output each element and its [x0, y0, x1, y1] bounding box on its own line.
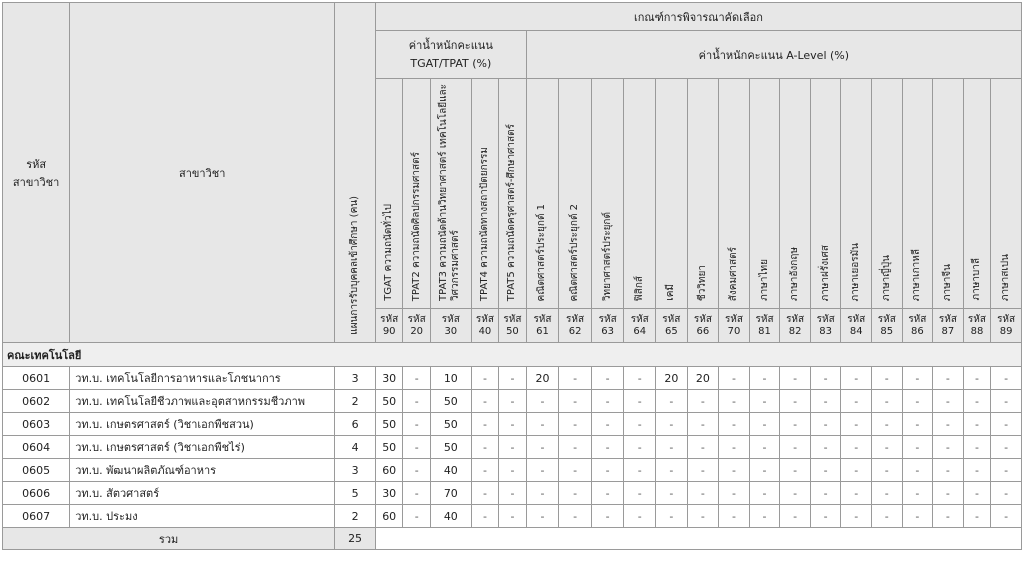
subject-header: [963, 79, 991, 309]
subject-code-prefix: รหัส: [847, 313, 866, 325]
subject-name: ภาษาบาลี: [970, 258, 982, 301]
weight-cell: -: [810, 367, 841, 390]
weight-cell: -: [403, 367, 431, 390]
weight-cell: -: [933, 459, 964, 482]
weight-cell: -: [559, 459, 592, 482]
weight-cell: -: [963, 482, 991, 505]
subject-code-cell: [902, 309, 933, 343]
program-name: วท.บ. เกษตรศาสตร์ (วิชาเอกพืชไร่): [70, 436, 335, 459]
weight-cell: -: [872, 436, 903, 459]
subject-code: 20: [410, 325, 424, 337]
weight-cell: -: [591, 367, 624, 390]
subject-code-cell: [872, 309, 903, 343]
weight-cell: -: [841, 436, 872, 459]
subject-code-prefix: รหัส: [598, 313, 617, 325]
weight-cell: -: [719, 436, 750, 459]
subject-code: 89: [999, 325, 1013, 337]
subject-code-prefix: รหัส: [566, 313, 585, 325]
subject-code: 61: [536, 325, 549, 337]
subject-code: 40: [478, 325, 492, 337]
program-quota: 2: [335, 505, 376, 528]
weight-cell: -: [933, 505, 964, 528]
table-row: [3, 367, 1022, 390]
subject-name: TPAT2 ความถนัดศิลปกรรมศาสตร์: [410, 151, 422, 301]
weight-cell: -: [963, 459, 991, 482]
weight-cell: -: [902, 459, 933, 482]
weight-cell: -: [591, 459, 624, 482]
weight-cell: -: [810, 436, 841, 459]
weight-cell: -: [526, 505, 559, 528]
subject-code-prefix: รหัส: [662, 313, 681, 325]
weight-cell: -: [471, 390, 499, 413]
weight-cell: -: [872, 367, 903, 390]
subject-header: [656, 79, 688, 309]
subject-code-prefix: รหัส: [755, 313, 774, 325]
weight-cell: 30: [375, 367, 403, 390]
subject-code-cell: [963, 309, 991, 343]
subject-code-cell: [749, 309, 780, 343]
weight-cell: -: [559, 436, 592, 459]
total-value: 25: [335, 528, 376, 550]
weight-cell: -: [471, 367, 499, 390]
program-code: 0601: [3, 367, 70, 390]
weight-cell: -: [991, 413, 1022, 436]
subject-code-cell: [403, 309, 431, 343]
header-program-name-label: สาขาวิชา: [179, 166, 226, 180]
subject-code-cell: [591, 309, 624, 343]
subject-name: ภาษาฝรั่งเศส: [819, 244, 831, 301]
header-criteria-label: เกณฑ์การพิจารณาคัดเลือก: [634, 10, 763, 24]
weight-cell: 60: [375, 505, 403, 528]
subject-code-prefix: รหัส: [630, 313, 649, 325]
weight-cell: -: [403, 436, 431, 459]
header-quota-label: แผนการรับบุคคลเข้าศึกษา (คน): [349, 196, 361, 335]
weight-cell: -: [656, 482, 688, 505]
weight-cell: -: [499, 505, 527, 528]
subject-name: TPAT3 ความถนัดด้านวิทยาศาสตร์ เทคโนโลยีและวิศวกรรมศาสตร์: [437, 83, 461, 301]
subject-header: [719, 79, 750, 309]
weight-cell: -: [872, 505, 903, 528]
weight-cell: 40: [430, 505, 471, 528]
subject-name: ภาษาสเปน: [1000, 253, 1012, 301]
subject-header: [499, 79, 527, 309]
weight-cell: -: [902, 436, 933, 459]
weight-cell: -: [656, 505, 688, 528]
weight-cell: 10: [430, 367, 471, 390]
weight-cell: 40: [430, 459, 471, 482]
weight-cell: -: [749, 413, 780, 436]
header-program-name: [70, 3, 335, 343]
weight-cell: -: [933, 390, 964, 413]
weight-cell: -: [403, 413, 431, 436]
subject-name: คณิตศาสตร์ประยุกต์ 2: [569, 203, 581, 301]
subject-header: [430, 79, 471, 309]
weight-cell: -: [719, 459, 750, 482]
subject-header: [624, 79, 656, 309]
subject-name: เคมี: [665, 284, 677, 301]
weight-cell: -: [471, 482, 499, 505]
program-code: 0607: [3, 505, 70, 528]
weight-cell: -: [591, 505, 624, 528]
subject-name: ภาษาจีน: [941, 263, 953, 301]
weight-cell: -: [559, 390, 592, 413]
weight-cell: -: [526, 459, 559, 482]
subject-name: TPAT4 ความถนัดทางสถาปัตยกรรม: [478, 146, 490, 301]
weight-cell: -: [749, 505, 780, 528]
faculty-row: [3, 343, 1022, 367]
subject-code-prefix: รหัส: [786, 313, 805, 325]
weight-cell: -: [719, 367, 750, 390]
program-quota: 5: [335, 482, 376, 505]
subject-name: วิทยาศาสตร์ประยุกต์: [601, 211, 613, 301]
weight-cell: -: [749, 459, 780, 482]
weight-cell: -: [872, 459, 903, 482]
weight-cell: -: [471, 436, 499, 459]
weight-cell: -: [471, 413, 499, 436]
weight-cell: -: [499, 367, 527, 390]
weight-cell: 50: [430, 436, 471, 459]
subject-name: สังคมศาสตร์: [727, 246, 739, 301]
subject-code: 65: [664, 325, 678, 337]
weight-cell: -: [780, 413, 811, 436]
program-quota: 6: [335, 413, 376, 436]
weight-cell: -: [403, 459, 431, 482]
subject-name: ภาษาเกาหลี: [911, 248, 923, 301]
weight-cell: -: [991, 436, 1022, 459]
subject-code: 62: [568, 325, 582, 337]
subject-code-prefix: รหัส: [475, 313, 494, 325]
weight-cell: -: [963, 436, 991, 459]
subject-name: TGAT ความถนัดทั่วไป: [383, 204, 395, 301]
weight-cell: -: [780, 436, 811, 459]
subject-header: [902, 79, 933, 309]
subject-header: [559, 79, 592, 309]
subject-code-prefix: รหัส: [380, 313, 399, 325]
program-quota: 3: [335, 459, 376, 482]
subject-code-prefix: รหัส: [816, 313, 835, 325]
subject-code-prefix: รหัส: [693, 313, 712, 325]
weight-cell: -: [499, 413, 527, 436]
weight-cell: -: [624, 413, 656, 436]
header-alevel-group-label: ค่าน้ำหนักคะแนน A-Level (%): [698, 48, 850, 62]
weight-cell: -: [991, 459, 1022, 482]
subject-header: [749, 79, 780, 309]
weight-cell: -: [656, 436, 688, 459]
subject-code: 66: [696, 325, 710, 337]
subject-name: TPAT5 ความถนัดครุศาสตร์-ศึกษาศาสตร์: [506, 123, 518, 301]
weight-cell: -: [656, 390, 688, 413]
weight-cell: -: [810, 390, 841, 413]
header-quota: [335, 3, 376, 343]
header-alevel-group: [526, 31, 1021, 79]
weight-cell: 70: [430, 482, 471, 505]
subject-code: 84: [849, 325, 863, 337]
subject-code-prefix: รหัส: [967, 313, 986, 325]
program-quota: 3: [335, 367, 376, 390]
program-quota: 4: [335, 436, 376, 459]
weight-cell: -: [499, 390, 527, 413]
header-program-code: [3, 3, 70, 343]
weight-cell: -: [963, 413, 991, 436]
weight-cell: 50: [430, 413, 471, 436]
table-row: [3, 482, 1022, 505]
program-quota: 2: [335, 390, 376, 413]
subject-code-cell: [780, 309, 811, 343]
weight-cell: -: [591, 482, 624, 505]
subject-header: [810, 79, 841, 309]
program-name: วท.บ. สัตวศาสตร์: [70, 482, 335, 505]
weight-cell: -: [933, 413, 964, 436]
weight-cell: 50: [375, 413, 403, 436]
subject-header: [403, 79, 431, 309]
weight-cell: -: [810, 459, 841, 482]
weight-cell: -: [559, 413, 592, 436]
weight-cell: -: [591, 436, 624, 459]
weight-cell: -: [991, 390, 1022, 413]
table-row: [3, 436, 1022, 459]
weight-cell: -: [902, 482, 933, 505]
subject-code: 90: [382, 325, 396, 337]
weight-cell: 20: [687, 367, 719, 390]
weight-cell: -: [687, 413, 719, 436]
weight-cell: -: [933, 436, 964, 459]
weight-cell: -: [841, 482, 872, 505]
subject-header: [872, 79, 903, 309]
program-code: 0602: [3, 390, 70, 413]
subject-code-cell: [719, 309, 750, 343]
subject-code-cell: [991, 309, 1022, 343]
faculty-name: คณะเทคโนโลยี: [7, 348, 82, 362]
subject-code-cell: [687, 309, 719, 343]
subject-code-prefix: รหัส: [407, 313, 426, 325]
weight-cell: -: [687, 459, 719, 482]
subject-header: [991, 79, 1022, 309]
subject-code-cell: [933, 309, 964, 343]
weight-cell: -: [841, 459, 872, 482]
weight-cell: -: [403, 390, 431, 413]
weight-cell: -: [991, 482, 1022, 505]
weight-cell: -: [687, 390, 719, 413]
weight-cell: -: [810, 413, 841, 436]
subject-code-prefix: รหัส: [441, 313, 460, 325]
subject-code: 64: [633, 325, 647, 337]
subject-code-cell: [624, 309, 656, 343]
subject-code: 81: [758, 325, 771, 337]
weight-cell: 20: [656, 367, 688, 390]
weight-cell: -: [499, 482, 527, 505]
subject-header: [933, 79, 964, 309]
header-tgat-group-label: ค่าน้ำหนักคะแนน TGAT/TPAT (%): [408, 38, 493, 70]
subject-header: [526, 79, 559, 309]
weight-cell: -: [872, 413, 903, 436]
subject-name: ภาษาญี่ปุ่น: [880, 254, 892, 301]
weight-cell: -: [526, 482, 559, 505]
subject-code: 63: [601, 325, 615, 337]
subject-header: [471, 79, 499, 309]
subject-code-prefix: รหัส: [724, 313, 744, 325]
subject-name: คณิตศาสตร์ประยุกต์ 1: [536, 203, 548, 301]
weight-cell: -: [471, 459, 499, 482]
weight-cell: 50: [375, 436, 403, 459]
weight-cell: -: [749, 436, 780, 459]
subject-code: 50: [506, 325, 519, 337]
weight-cell: -: [841, 390, 872, 413]
weight-cell: -: [591, 390, 624, 413]
subject-code: 85: [880, 325, 894, 337]
subject-header: [780, 79, 811, 309]
subject-header: [841, 79, 872, 309]
weight-cell: -: [687, 505, 719, 528]
weight-cell: 30: [375, 482, 403, 505]
subject-code: 83: [819, 325, 833, 337]
subject-code: 86: [910, 325, 924, 337]
weight-cell: -: [526, 436, 559, 459]
weight-cell: -: [624, 390, 656, 413]
weight-cell: -: [471, 505, 499, 528]
weight-cell: -: [902, 413, 933, 436]
weight-cell: -: [780, 390, 811, 413]
header-tgat-group: [375, 31, 526, 79]
weight-cell: -: [499, 436, 527, 459]
subject-code: 88: [970, 325, 984, 337]
weight-cell: -: [499, 459, 527, 482]
program-code: 0605: [3, 459, 70, 482]
weight-cell: -: [933, 482, 964, 505]
program-code: 0604: [3, 436, 70, 459]
header-criteria: [375, 3, 1021, 31]
subject-code: 70: [727, 325, 741, 337]
weight-cell: -: [403, 505, 431, 528]
weight-cell: 60: [375, 459, 403, 482]
weight-cell: -: [526, 413, 559, 436]
subject-code-prefix: รหัส: [908, 313, 927, 325]
program-name: วท.บ. เทคโนโลยีการอาหารและโภชนาการ: [70, 367, 335, 390]
weight-cell: -: [656, 413, 688, 436]
program-name: วท.บ. พัฒนาผลิตภัณฑ์อาหาร: [70, 459, 335, 482]
weight-cell: -: [749, 367, 780, 390]
subject-code-cell: [841, 309, 872, 343]
weight-cell: -: [780, 482, 811, 505]
weight-cell: 20: [526, 367, 559, 390]
total-label: รวม: [3, 528, 335, 550]
total-empty: [375, 528, 1021, 550]
subject-code-cell: [559, 309, 592, 343]
subject-code: 30: [444, 325, 458, 337]
weight-cell: -: [749, 390, 780, 413]
program-name: วท.บ. เทคโนโลยีชีวภาพและอุตสาหกรรมชีวภาพ: [70, 390, 335, 413]
subject-code-cell: [375, 309, 403, 343]
weight-cell: -: [624, 505, 656, 528]
subject-code-prefix: รหัส: [877, 313, 896, 325]
subject-code-prefix: รหัส: [997, 313, 1016, 325]
weight-cell: -: [810, 482, 841, 505]
subject-header: [375, 79, 403, 309]
table-row: [3, 505, 1022, 528]
subject-name: ชีววิทยา: [696, 264, 708, 301]
subject-code-prefix: รหัส: [533, 313, 552, 325]
weight-cell: -: [933, 367, 964, 390]
weight-cell: -: [624, 459, 656, 482]
subject-code-prefix: รหัส: [503, 313, 522, 325]
weight-cell: 50: [375, 390, 403, 413]
weight-cell: -: [902, 390, 933, 413]
admission-criteria-table: [2, 2, 1022, 550]
weight-cell: -: [872, 482, 903, 505]
subject-name: ภาษาเยอรมัน: [850, 242, 862, 301]
weight-cell: -: [624, 482, 656, 505]
subject-code: 87: [941, 325, 955, 337]
weight-cell: -: [526, 390, 559, 413]
weight-cell: -: [841, 505, 872, 528]
weight-cell: -: [902, 367, 933, 390]
weight-cell: -: [841, 413, 872, 436]
table-row: [3, 390, 1022, 413]
table-row: [3, 459, 1022, 482]
program-name: วท.บ. เกษตรศาสตร์ (วิชาเอกพืชสวน): [70, 413, 335, 436]
weight-cell: 50: [430, 390, 471, 413]
weight-cell: -: [963, 390, 991, 413]
weight-cell: -: [872, 390, 903, 413]
weight-cell: -: [559, 505, 592, 528]
program-name: วท.บ. ประมง: [70, 505, 335, 528]
weight-cell: -: [687, 482, 719, 505]
subject-header: [591, 79, 624, 309]
weight-cell: -: [591, 413, 624, 436]
subject-code-cell: [499, 309, 527, 343]
subject-code-cell: [430, 309, 471, 343]
subject-header: [687, 79, 719, 309]
weight-cell: -: [841, 367, 872, 390]
subject-name: ภาษาอังกฤษ: [789, 246, 801, 301]
weight-cell: -: [780, 367, 811, 390]
program-code: 0606: [3, 482, 70, 505]
subject-code-cell: [526, 309, 559, 343]
weight-cell: -: [719, 505, 750, 528]
weight-cell: -: [559, 482, 592, 505]
subject-code-cell: [656, 309, 688, 343]
weight-cell: -: [780, 459, 811, 482]
subject-code: 82: [788, 325, 802, 337]
weight-cell: -: [749, 482, 780, 505]
weight-cell: -: [719, 482, 750, 505]
weight-cell: -: [963, 505, 991, 528]
weight-cell: -: [559, 367, 592, 390]
subject-code-cell: [810, 309, 841, 343]
weight-cell: -: [719, 390, 750, 413]
subject-name: ภาษาไทย: [758, 259, 770, 301]
weight-cell: -: [624, 436, 656, 459]
weight-cell: -: [719, 413, 750, 436]
weight-cell: -: [656, 459, 688, 482]
weight-cell: -: [624, 367, 656, 390]
subject-code-cell: [471, 309, 499, 343]
table-row: [3, 413, 1022, 436]
weight-cell: -: [780, 505, 811, 528]
weight-cell: -: [991, 505, 1022, 528]
weight-cell: -: [687, 436, 719, 459]
weight-cell: -: [403, 482, 431, 505]
weight-cell: -: [810, 505, 841, 528]
header-program-code-label: รหัส สาขาวิชา: [12, 157, 60, 189]
subject-code-prefix: รหัส: [938, 313, 957, 325]
subject-name: ฟิสิกส์: [633, 275, 645, 301]
weight-cell: -: [902, 505, 933, 528]
weight-cell: -: [963, 367, 991, 390]
weight-cell: -: [991, 367, 1022, 390]
program-code: 0603: [3, 413, 70, 436]
